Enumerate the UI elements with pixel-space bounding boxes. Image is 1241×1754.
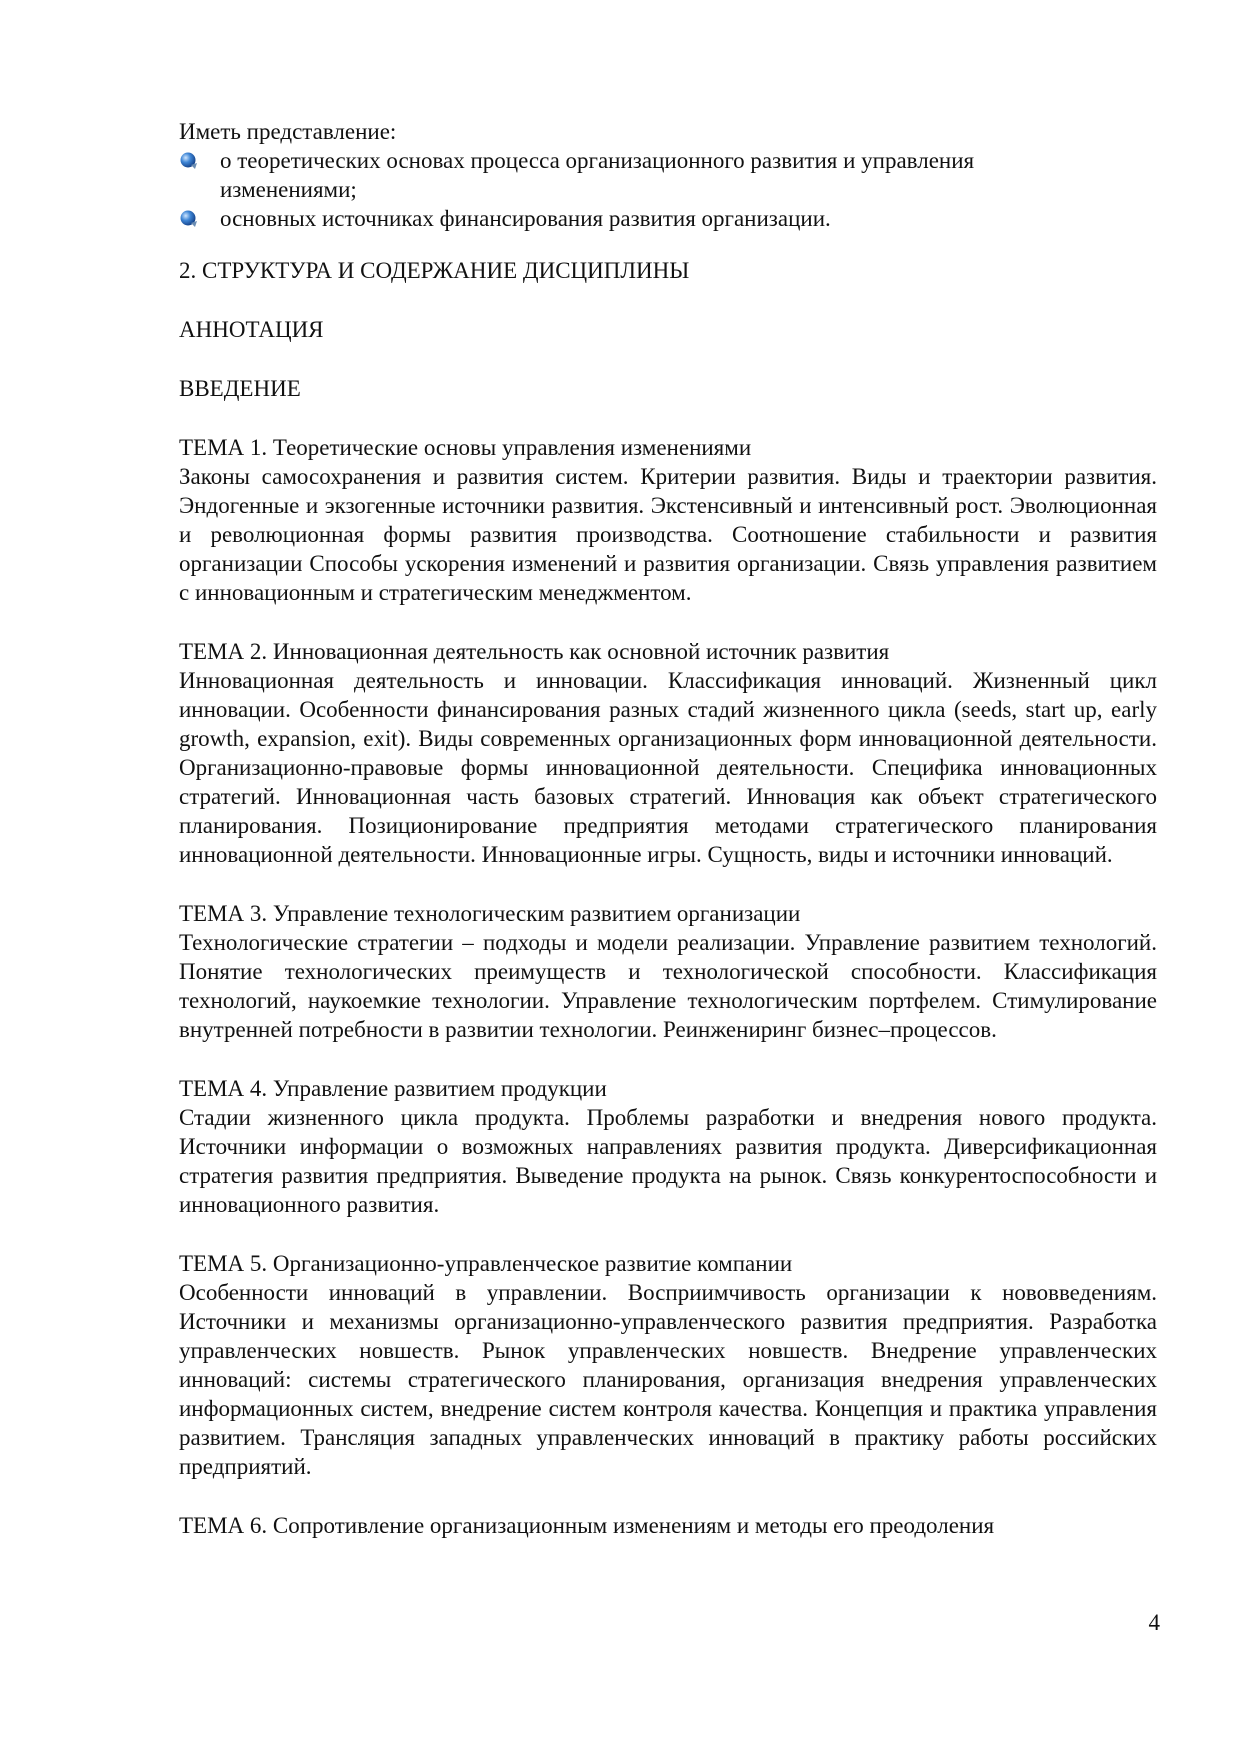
topic-title: ТЕМА 6. Сопротивление организационным изменениям и методы его преодоления [179,1513,995,1538]
intro-bullet-list [179,146,1157,233]
topic-body: Законы самосохранения и развития систем. Критерии развития. Виды и траектории развития. Эндогенные и экзогенные источники развития. Экстенсивный и интенсивный рост. Эволюционная и революционная формы развития производства. Соотношение стабильности и развития организации Способы ускорения изменений и развития организации. Связь управления развитием с инновационным и стратегическим менеджментом. [179,464,1157,605]
topic-section [179,1511,1157,1540]
bullet-text: основных источниках финансирования развития организации. [220,206,831,231]
topic-body: Стадии жизненного цикла продукта. Проблемы разработки и внедрения нового продукта. Источники информации о возможных направлениях развития продукта. Диверсификационная стратегия развития предприятия. Выведение продукта на рынок. Связь конкурентоспособности и инновационного развития. [179,1105,1157,1217]
topic-body: Технологические стратегии – подходы и модели реализации. Управление развитием технологий. Понятие технологических преимуществ и технологической способности. Классификация технологий, наукоемкие технологии. Управление технологическим портфелем. Стимулирование внутренней потребности в развитии технологии. Реинжениринг бизнес–процессов. [179,930,1157,1042]
document-page [179,117,1157,1540]
bullet-item [179,146,1157,204]
structure-heading: 2. СТРУКТУРА И СОДЕРЖАНИЕ ДИСЦИПЛИНЫ [179,258,690,283]
bullet-text: о теоретических основах процесса организационного развития и управления изменениями; [220,148,975,202]
bullet-item [179,204,1157,233]
page-number: 4 [1148,1610,1160,1635]
topic-section [179,899,1157,1044]
introduction-heading: ВВЕДЕНИЕ [179,376,301,401]
topic-title: ТЕМА 2. Инновационная деятельность как основной источник развития [179,639,890,664]
topic-title: ТЕМА 5. Организационно-управленческое развитие компании [179,1251,793,1276]
annotation-heading: АННОТАЦИЯ [179,317,324,342]
topic-body: Особенности инноваций в управлении. Восприимчивость организации к нововведениям. Источники и механизмы организационно-управленческого развития предприятия. Разработка управленческих новшеств. Рынок управленческих новшеств. Внедрение управленческих инноваций: системы стратегического планирования, организация внедрения управленческих информационных систем, внедрение систем контроля качества. Концепция и практика управления развитием. Трансляция западных управленческих инноваций в практику работы российских предприятий. [179,1280,1157,1479]
topic-title: ТЕМА 3. Управление технологическим развитием организации [179,901,801,926]
topic-section [179,637,1157,869]
topic-body: Инновационная деятельность и инновации. Классификация инноваций. Жизненный цикл инновации. Особенности финансирования разных стадий жизненного цикла (seeds, start up, early growth, expansion, exit). Виды современных организационных форм инновационной деятельности. Организационно-правовые формы инновационной деятельности. Специфика инновационных стратегий. Инновационная часть базовых стратегий. Инновация как объект стратегического планирования. Позиционирование предприятия методами стратегического планирования инновационной деятельности. Инновационные игры. Сущность, виды и источники инноваций. [179,668,1157,867]
topic-section [179,1249,1157,1481]
blue-sphere-bullet-icon [179,209,199,229]
topic-title: ТЕМА 4. Управление развитием продукции [179,1076,607,1101]
topic-title: ТЕМА 1. Теоретические основы управления изменениями [179,435,752,460]
topic-section [179,433,1157,607]
blue-sphere-bullet-icon [179,151,199,171]
intro-label: Иметь представление: [179,119,397,144]
topic-section [179,1074,1157,1219]
